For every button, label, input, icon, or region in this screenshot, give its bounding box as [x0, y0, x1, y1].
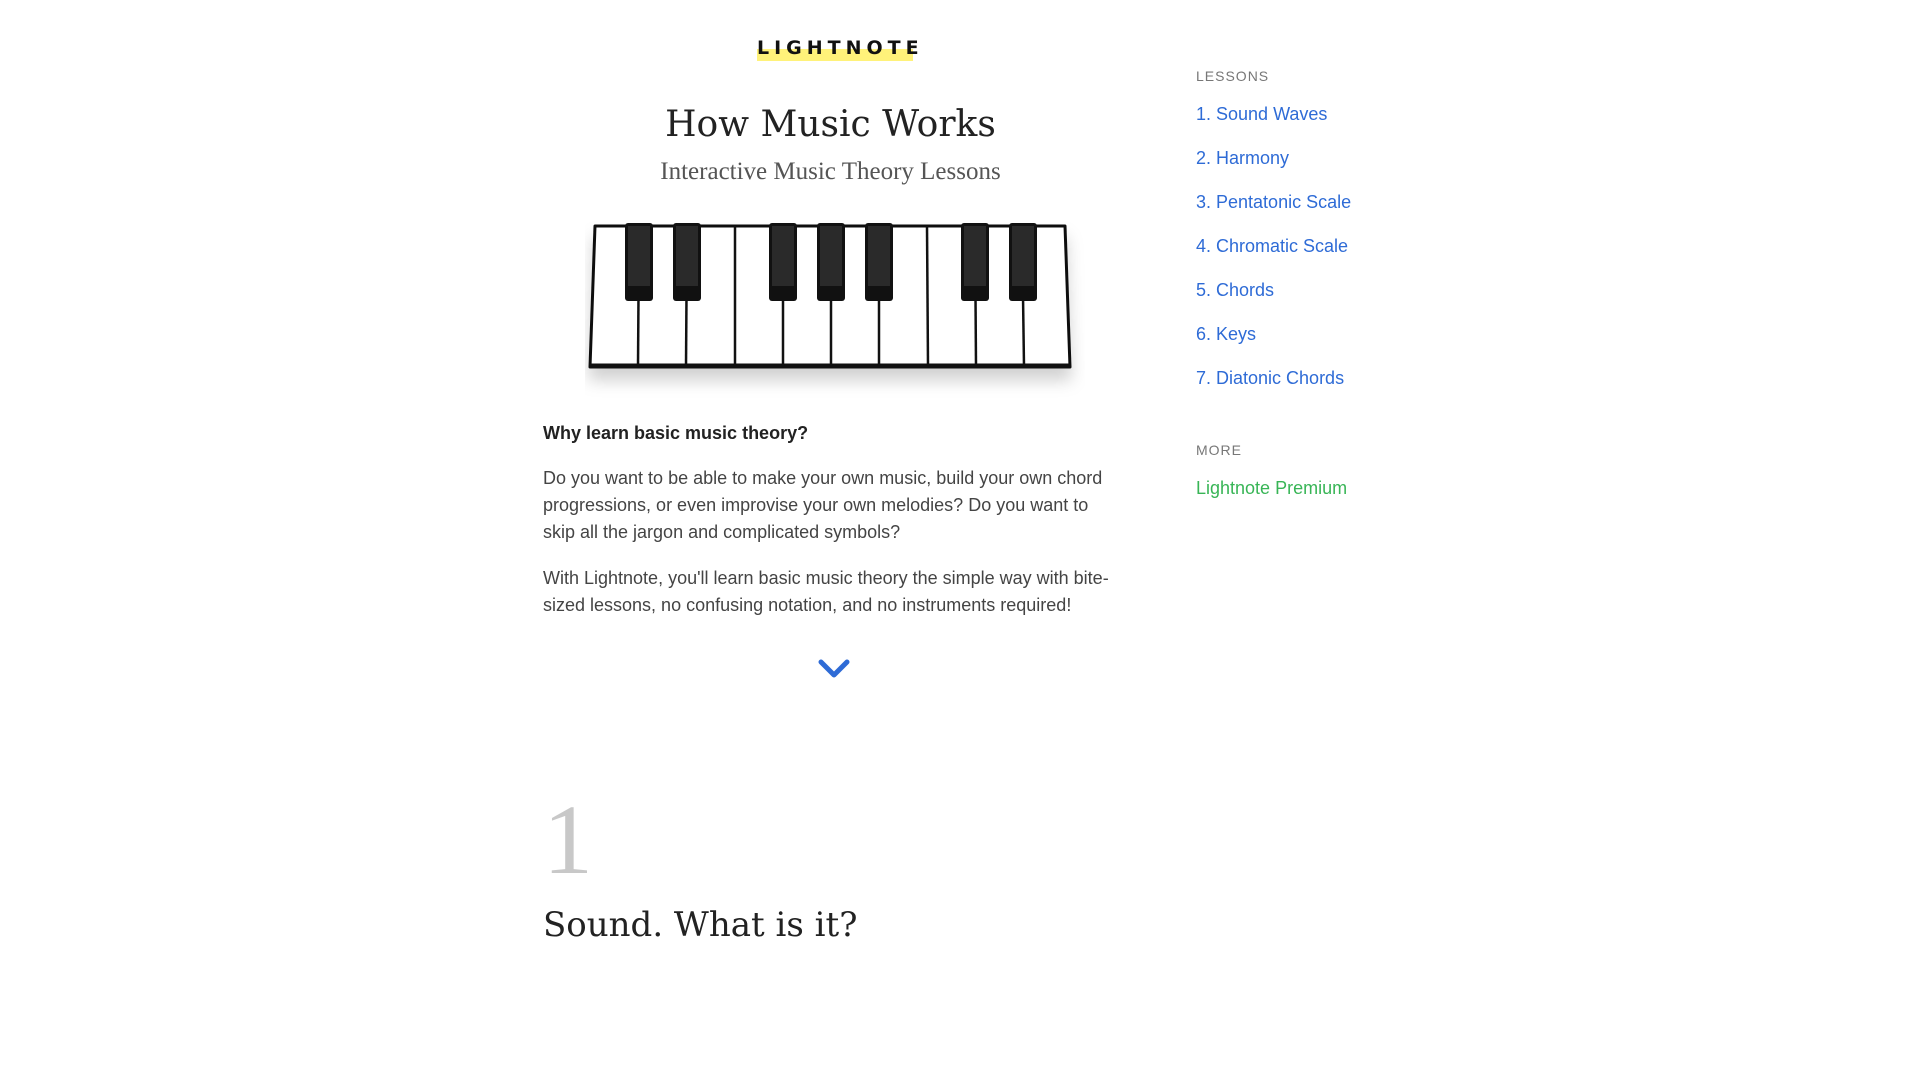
more-heading: MORE: [1196, 442, 1242, 458]
sidebar-item-sound-waves[interactable]: 1. Sound Waves: [1196, 104, 1328, 124]
section-title: Sound. What is it?: [543, 905, 858, 945]
sidebar-item-premium[interactable]: Lightnote Premium: [1196, 478, 1348, 498]
section-number: 1: [543, 784, 593, 895]
sidebar-item-pentatonic-scale[interactable]: 3. Pentatonic Scale: [1196, 192, 1352, 212]
chevron-down-icon[interactable]: [818, 658, 850, 685]
piano-illustration: [585, 220, 1085, 415]
page-subtitle: Interactive Music Theory Lessons: [660, 158, 1001, 185]
black-keys: [625, 223, 1037, 301]
intro-heading: Why learn basic music theory?: [543, 423, 809, 443]
lightnote-logo[interactable]: [757, 37, 924, 59]
logo-text: LIGHTNOTE: [757, 37, 924, 59]
lessons-heading: LESSONS: [1196, 68, 1270, 84]
intro-paragraph: With Lightnote, you'll learn basic music theory the simple way with bite-sized lessons, no confusing notation, and no instruments required!: [543, 568, 1109, 615]
sidebar-item-diatonic-chords[interactable]: 7. Diatonic Chords: [1196, 368, 1345, 388]
sidebar-item-keys[interactable]: 6. Keys: [1196, 324, 1257, 344]
sidebar-item-chromatic-scale[interactable]: 4. Chromatic Scale: [1196, 236, 1349, 256]
intro-paragraph: Do you want to be able to make your own music, build your own chord progressions, or even improvise your own melodies? Do you want to skip all the jargon and complicated symbols?: [543, 468, 1103, 542]
page-title: How Music Works: [665, 104, 996, 145]
sidebar-item-chords[interactable]: 5. Chords: [1196, 280, 1275, 300]
sidebar-item-harmony[interactable]: 2. Harmony: [1196, 148, 1290, 168]
